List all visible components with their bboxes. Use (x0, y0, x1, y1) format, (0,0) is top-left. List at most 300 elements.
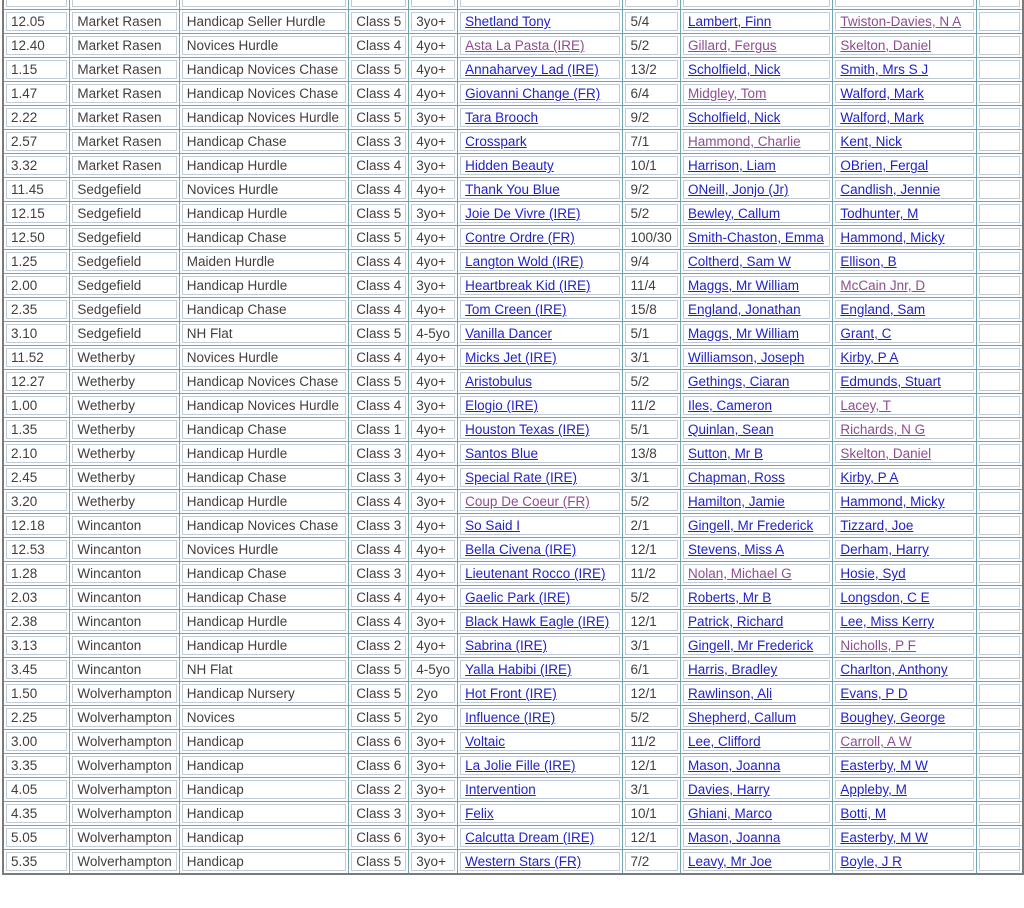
trainer-link-box (835, 588, 974, 607)
extra-cell-box (979, 636, 1020, 655)
horse-link[interactable]: Vanilla Dancer (465, 326, 552, 341)
horse-link[interactable]: Giovanni Change (FR) (465, 86, 601, 101)
class-cell-box: Class 5 (351, 204, 406, 223)
odds-cell (623, 154, 681, 178)
trainer-link[interactable]: Carroll, A W (840, 734, 912, 749)
trainer-link[interactable]: Lee, Miss Kerry (840, 614, 935, 629)
jockey-link[interactable]: Harris, Bradley (688, 662, 778, 677)
jockey-link[interactable]: Gingell, Mr Frederick (688, 518, 814, 533)
odds-cell (623, 394, 681, 418)
extra-cell-box (979, 348, 1020, 367)
odds-cell (623, 802, 681, 826)
time-cell-box: 3.45 (6, 660, 67, 679)
trainer-link[interactable]: Skelton, Daniel (840, 446, 932, 461)
horse-link[interactable]: Influence (IRE) (465, 710, 556, 725)
jockey-link[interactable]: Leavy, Mr Joe (688, 854, 772, 869)
horse-link[interactable]: Tom Creen (IRE) (465, 302, 567, 317)
jockey-link[interactable]: ONeill, Jonjo (Jr) (688, 182, 789, 197)
trainer-link-box (835, 108, 974, 127)
extra-cell (976, 850, 1023, 875)
trainer-link[interactable]: Walford, Mark (840, 86, 924, 101)
extra-cell-box (979, 300, 1020, 319)
class-cell (349, 658, 409, 682)
trainer-link[interactable]: McCain Jnr, D (840, 278, 926, 293)
jockey-link[interactable]: Coltherd, Sam W (688, 254, 791, 269)
time-cell (3, 466, 70, 490)
class-cell (349, 418, 409, 442)
horse-link[interactable]: Thank You Blue (465, 182, 560, 197)
jockey-link[interactable]: Scholfield, Nick (688, 62, 781, 77)
trainer-link[interactable]: Easterby, M W (840, 830, 928, 845)
horse-link-box (460, 108, 620, 127)
age-cell (409, 418, 458, 442)
jockey-link[interactable]: Midgley, Tom (688, 86, 767, 101)
class-cell-box: Class 3 (351, 468, 406, 487)
horse-link-box (460, 84, 620, 103)
horse-link-box (460, 276, 620, 295)
course-cell (70, 778, 179, 802)
race-type-cell-box: Handicap (182, 732, 347, 751)
horse-link[interactable]: Tara Brooch (465, 110, 538, 125)
odds-cell (623, 178, 681, 202)
class-cell (349, 10, 409, 34)
race-type-cell-box: Handicap Chase (182, 468, 347, 487)
extra-cell (976, 226, 1023, 250)
jockey-link-box (683, 348, 830, 367)
trainer-link[interactable]: Botti, M (840, 806, 887, 821)
table-row (3, 586, 1023, 610)
horse-link[interactable]: Gaelic Park (IRE) (465, 590, 571, 605)
course-cell-box: Wolverhampton (72, 708, 176, 727)
jockey-link[interactable]: Chapman, Ross (688, 470, 785, 485)
horse-link-box (460, 612, 620, 631)
race-type-cell-box: Handicap Novices Chase (182, 516, 347, 535)
course-cell (70, 586, 179, 610)
extra-cell-box (979, 84, 1020, 103)
horse-link-box (460, 588, 620, 607)
jockey-link-cell (681, 10, 833, 34)
time-cell (3, 826, 70, 850)
jockey-link[interactable]: Mason, Joanna (688, 830, 781, 845)
age-cell-box: 3yo+ (411, 492, 455, 511)
trainer-link[interactable]: Evans, P D (840, 686, 908, 701)
horse-link[interactable]: Heartbreak Kid (IRE) (465, 278, 591, 293)
table-row (3, 82, 1023, 106)
jockey-link[interactable]: Smith-Chaston, Emma (688, 230, 824, 245)
table-row (3, 658, 1023, 682)
table-row (3, 370, 1023, 394)
table-row (3, 154, 1023, 178)
age-cell (409, 682, 458, 706)
trainer-link-cell (833, 442, 977, 466)
horse-link-box (460, 636, 620, 655)
class-cell-box: Class 4 (351, 492, 406, 511)
extra-cell-box (979, 372, 1020, 391)
horse-link[interactable]: Annaharvey Lad (IRE) (465, 62, 599, 77)
horse-link-box (460, 0, 620, 7)
race-type-cell (179, 250, 349, 274)
class-cell (349, 562, 409, 586)
trainer-link[interactable]: Richards, N G (840, 422, 926, 437)
jockey-link[interactable]: Quinlan, Sean (688, 422, 774, 437)
trainer-link[interactable]: Charlton, Anthony (840, 662, 948, 677)
odds-cell-box: 5/2 (625, 36, 678, 55)
horse-link[interactable]: Hot Front (IRE) (465, 686, 557, 701)
course-cell (70, 322, 179, 346)
table-row (3, 706, 1023, 730)
horse-link[interactable]: Voltaic (465, 734, 505, 749)
race-type-cell-box: Handicap Novices Chase (182, 84, 347, 103)
race-type-cell-box: Handicap Hurdle (182, 276, 347, 295)
race-type-cell (179, 634, 349, 658)
odds-cell-box: 10/1 (625, 804, 678, 823)
horse-link-cell (458, 826, 623, 850)
trainer-link-box (835, 492, 974, 511)
horse-link[interactable]: Bella Civena (IRE) (465, 542, 577, 557)
class-cell-box: Class 6 (351, 828, 406, 847)
horse-link[interactable]: Intervention (465, 782, 536, 797)
trainer-link[interactable]: Edmunds, Stuart (840, 374, 941, 389)
trainer-link-cell (833, 466, 977, 490)
jockey-link-cell (681, 634, 833, 658)
trainer-link[interactable]: Skelton, Daniel (840, 38, 932, 53)
trainer-link-cell (833, 154, 977, 178)
class-cell-box: Class 4 (351, 540, 406, 559)
age-cell-box: 4yo+ (411, 180, 455, 199)
class-cell (349, 706, 409, 730)
jockey-link[interactable]: Maggs, Mr William (688, 326, 800, 341)
course-cell-box: Wetherby (72, 348, 176, 367)
age-cell-box: 3yo+ (411, 756, 455, 775)
odds-cell-box: 11/4 (625, 276, 678, 295)
time-cell (3, 658, 70, 682)
jockey-link-box (683, 276, 830, 295)
jockey-link[interactable]: Rawlinson, Ali (688, 686, 773, 701)
trainer-link[interactable]: Twiston-Davies, N A (840, 14, 962, 29)
jockey-link-cell (681, 394, 833, 418)
extra-cell (976, 802, 1023, 826)
race-type-cell-box: Handicap Hurdle (182, 156, 347, 175)
jockey-link-box (683, 540, 830, 559)
trainer-link-box (835, 420, 974, 439)
course-cell (70, 706, 179, 730)
time-cell-box: 11.45 (6, 180, 67, 199)
class-cell (349, 250, 409, 274)
jockey-link-box (683, 708, 830, 727)
course-cell-box: Market Rasen (72, 12, 176, 31)
extra-cell (976, 298, 1023, 322)
jockey-link[interactable]: Patrick, Richard (688, 614, 784, 629)
extra-cell-box (979, 564, 1020, 583)
extra-cell-box (979, 252, 1020, 271)
horse-link[interactable]: Coup De Coeur (FR) (465, 494, 590, 509)
jockey-link[interactable]: Sutton, Mr B (688, 446, 764, 461)
class-cell (349, 442, 409, 466)
trainer-link[interactable]: Ellison, B (840, 254, 897, 269)
odds-cell-box: 7/2 (625, 852, 678, 871)
trainer-link-box (835, 228, 974, 247)
horse-link[interactable]: Santos Blue (465, 446, 538, 461)
horse-link-box (460, 660, 620, 679)
age-cell (409, 394, 458, 418)
jockey-link[interactable]: Williamson, Joseph (688, 350, 805, 365)
odds-cell (623, 106, 681, 130)
horse-link-box (460, 756, 620, 775)
table-row (3, 682, 1023, 706)
trainer-link[interactable]: Grant, C (840, 326, 892, 341)
odds-cell (623, 226, 681, 250)
jockey-link[interactable]: Gethings, Ciaran (688, 374, 790, 389)
trainer-link[interactable]: Walford, Mark (840, 110, 924, 125)
trainer-link[interactable]: Appleby, M (840, 782, 907, 797)
jockey-link[interactable]: Shepherd, Callum (688, 710, 797, 725)
trainer-link[interactable]: Easterby, M W (840, 758, 928, 773)
horse-link[interactable]: Joie De Vivre (IRE) (465, 206, 581, 221)
race-type-cell-box: Novices (182, 708, 347, 727)
jockey-link-cell (681, 226, 833, 250)
class-cell (349, 34, 409, 58)
horse-link[interactable]: Micks Jet (IRE) (465, 350, 557, 365)
class-cell-box: Class 5 (351, 684, 406, 703)
age-cell-box: 3yo+ (411, 828, 455, 847)
odds-cell (623, 298, 681, 322)
horse-link[interactable]: La Jolie Fille (IRE) (465, 758, 576, 773)
trainer-link-box (835, 780, 974, 799)
odds-cell-box: 3/1 (625, 780, 678, 799)
jockey-link[interactable]: Harrison, Liam (688, 158, 776, 173)
course-cell-box: Wolverhampton (72, 804, 176, 823)
table-row (3, 226, 1023, 250)
trainer-link[interactable]: Hosie, Syd (840, 566, 906, 581)
age-cell-box: 4yo+ (411, 540, 455, 559)
age-cell-box: 4yo+ (411, 300, 455, 319)
trainer-link[interactable]: Kent, Nick (840, 134, 902, 149)
age-cell-box: 4-5yo (411, 660, 455, 679)
class-cell (349, 850, 409, 875)
course-cell-box: Wolverhampton (72, 852, 176, 871)
horse-link-box (460, 828, 620, 847)
odds-cell-box: 6/4 (625, 84, 678, 103)
trainer-link-cell (833, 298, 977, 322)
trainer-link[interactable]: Hammond, Micky (840, 494, 945, 509)
extra-cell-box (979, 612, 1020, 631)
jockey-link[interactable]: Iles, Cameron (688, 398, 773, 413)
time-cell (3, 634, 70, 658)
horse-link[interactable]: Hidden Beauty (465, 158, 554, 173)
jockey-link[interactable]: Mason, Joanna (688, 758, 781, 773)
race-type-cell-box: NH Flat (182, 324, 347, 343)
odds-cell (623, 658, 681, 682)
horse-link-cell (458, 34, 623, 58)
age-cell (409, 250, 458, 274)
jockey-link-box (683, 60, 830, 79)
jockey-link[interactable]: Ghiani, Marco (688, 806, 773, 821)
jockey-link[interactable]: Hamilton, Jamie (688, 494, 785, 509)
age-cell-box: 4yo+ (411, 228, 455, 247)
class-cell-box: Class 5 (351, 660, 406, 679)
trainer-link[interactable]: Boughey, George (840, 710, 946, 725)
horse-link[interactable]: Yalla Habibi (IRE) (465, 662, 572, 677)
race-type-cell-box: Handicap Novices Chase (182, 60, 347, 79)
time-cell-box: 2.57 (6, 132, 67, 151)
trainer-link[interactable]: Todhunter, M (840, 206, 919, 221)
trainer-link-box (835, 444, 974, 463)
trainer-link-cell (833, 418, 977, 442)
jockey-link-box (683, 0, 830, 7)
trainer-link-box (835, 516, 974, 535)
trainer-link[interactable]: Longsdon, C E (840, 590, 930, 605)
horse-link[interactable]: Elogio (IRE) (465, 398, 538, 413)
jockey-link[interactable]: Maggs, Mr William (688, 278, 800, 293)
table-row (3, 58, 1023, 82)
jockey-link-box (683, 852, 830, 871)
race-type-cell-box: Maiden Hurdle (182, 252, 347, 271)
time-cell-box: 1.50 (6, 684, 67, 703)
trainer-link-cell (833, 682, 977, 706)
time-cell (3, 778, 70, 802)
horse-link-cell (458, 634, 623, 658)
jockey-link[interactable]: Lambert, Finn (688, 14, 772, 29)
jockey-link[interactable]: Gillard, Fergus (688, 38, 777, 53)
extra-cell-box (979, 588, 1020, 607)
class-cell-box: Class 3 (351, 444, 406, 463)
jockey-link[interactable]: Nolan, Michael G (688, 566, 792, 581)
course-cell-box: Wincanton (72, 660, 176, 679)
extra-cell-box (979, 396, 1020, 415)
jockey-link-cell (681, 610, 833, 634)
course-cell-box (72, 0, 176, 7)
jockey-link[interactable]: Davies, Harry (688, 782, 770, 797)
trainer-link[interactable]: Tizzard, Joe (840, 518, 914, 533)
horse-link[interactable]: Shetland Tony (465, 14, 551, 29)
jockey-link[interactable]: England, Jonathan (688, 302, 801, 317)
horse-link-cell (458, 850, 623, 875)
class-cell-box: Class 4 (351, 588, 406, 607)
course-cell-box: Wolverhampton (72, 732, 176, 751)
race-type-cell (179, 562, 349, 586)
trainer-link[interactable]: England, Sam (840, 302, 926, 317)
course-cell-box: Wolverhampton (72, 780, 176, 799)
race-type-cell (179, 442, 349, 466)
course-cell-box: Sedgefield (72, 252, 176, 271)
table-row (3, 538, 1023, 562)
extra-cell-box (979, 540, 1020, 559)
jockey-link-cell (681, 538, 833, 562)
horse-link[interactable]: Special Rate (IRE) (465, 470, 577, 485)
odds-cell (623, 250, 681, 274)
race-type-cell (179, 130, 349, 154)
race-type-cell (179, 274, 349, 298)
jockey-link-cell (681, 706, 833, 730)
horse-link[interactable]: Western Stars (FR) (465, 854, 582, 869)
class-cell-box: Class 4 (351, 180, 406, 199)
trainer-link-box (835, 564, 974, 583)
course-cell (70, 730, 179, 754)
age-cell-box: 4yo+ (411, 132, 455, 151)
age-cell-box: 4yo+ (411, 564, 455, 583)
trainer-link[interactable]: Candlish, Jennie (840, 182, 941, 197)
age-cell-box: 2yo (411, 708, 455, 727)
trainer-link[interactable]: Boyle, J R (840, 854, 902, 869)
trainer-link-box (835, 372, 974, 391)
horse-link-cell (458, 370, 623, 394)
jockey-link[interactable]: Stevens, Miss A (688, 542, 785, 557)
trainer-link[interactable]: Lacey, T (840, 398, 891, 413)
jockey-link-box (683, 132, 830, 151)
jockey-link[interactable]: Hammond, Charlie (688, 134, 801, 149)
horse-link[interactable]: Calcutta Dream (IRE) (465, 830, 595, 845)
horse-link[interactable]: So Said I (465, 518, 520, 533)
jockey-link[interactable]: Gingell, Mr Frederick (688, 638, 814, 653)
class-cell (349, 0, 409, 10)
horse-link[interactable]: Black Hawk Eagle (IRE) (465, 614, 610, 629)
trainer-link[interactable]: Nicholls, P F (840, 638, 916, 653)
horse-link[interactable]: Langton Wold (IRE) (465, 254, 584, 269)
trainer-link[interactable]: Smith, Mrs S J (840, 62, 929, 77)
class-cell-box: Class 6 (351, 756, 406, 775)
horse-link-cell (458, 658, 623, 682)
time-cell (3, 370, 70, 394)
trainer-link[interactable]: Hammond, Micky (840, 230, 945, 245)
jockey-link-box (683, 684, 830, 703)
age-cell-box: 3yo+ (411, 276, 455, 295)
course-cell (70, 370, 179, 394)
class-cell-box: Class 4 (351, 612, 406, 631)
trainer-link-cell (833, 0, 977, 10)
trainer-link[interactable]: Kirby, P A (840, 350, 899, 365)
time-cell (3, 322, 70, 346)
horse-link[interactable]: Asta La Pasta (IRE) (465, 38, 585, 53)
course-cell (70, 658, 179, 682)
jockey-link[interactable]: Scholfield, Nick (688, 110, 781, 125)
age-cell-box: 4yo+ (411, 468, 455, 487)
jockey-link[interactable]: Bewley, Callum (688, 206, 781, 221)
horse-link[interactable]: Sabrina (IRE) (465, 638, 547, 653)
horse-link-cell (458, 730, 623, 754)
trainer-link-cell (833, 802, 977, 826)
horse-link[interactable]: Crosspark (465, 134, 527, 149)
class-cell (349, 634, 409, 658)
race-type-cell (179, 10, 349, 34)
jockey-link-cell (681, 754, 833, 778)
horse-link[interactable]: Aristobulus (465, 374, 532, 389)
race-type-cell (179, 754, 349, 778)
trainer-link-cell (833, 82, 977, 106)
race-type-cell (179, 706, 349, 730)
race-type-cell (179, 586, 349, 610)
course-cell-box: Sedgefield (72, 228, 176, 247)
trainer-link-box (835, 36, 974, 55)
jockey-link[interactable]: Lee, Clifford (688, 734, 761, 749)
horse-link[interactable]: Houston Texas (IRE) (465, 422, 590, 437)
age-cell-box: 4yo+ (411, 444, 455, 463)
trainer-link-box (835, 396, 974, 415)
extra-cell (976, 82, 1023, 106)
trainer-link[interactable]: Derham, Harry (840, 542, 929, 557)
table-row (3, 34, 1023, 58)
trainer-link[interactable]: Kirby, P A (840, 470, 899, 485)
horse-link-cell (458, 778, 623, 802)
trainer-link[interactable]: OBrien, Fergal (840, 158, 929, 173)
horse-link[interactable]: Lieutenant Rocco (IRE) (465, 566, 606, 581)
horse-link[interactable]: Contre Ordre (FR) (465, 230, 575, 245)
jockey-link-cell (681, 826, 833, 850)
odds-cell (623, 634, 681, 658)
horse-link[interactable]: Felix (465, 806, 494, 821)
extra-cell-box (979, 132, 1020, 151)
jockey-link-box (683, 420, 830, 439)
jockey-link[interactable]: Roberts, Mr B (688, 590, 772, 605)
